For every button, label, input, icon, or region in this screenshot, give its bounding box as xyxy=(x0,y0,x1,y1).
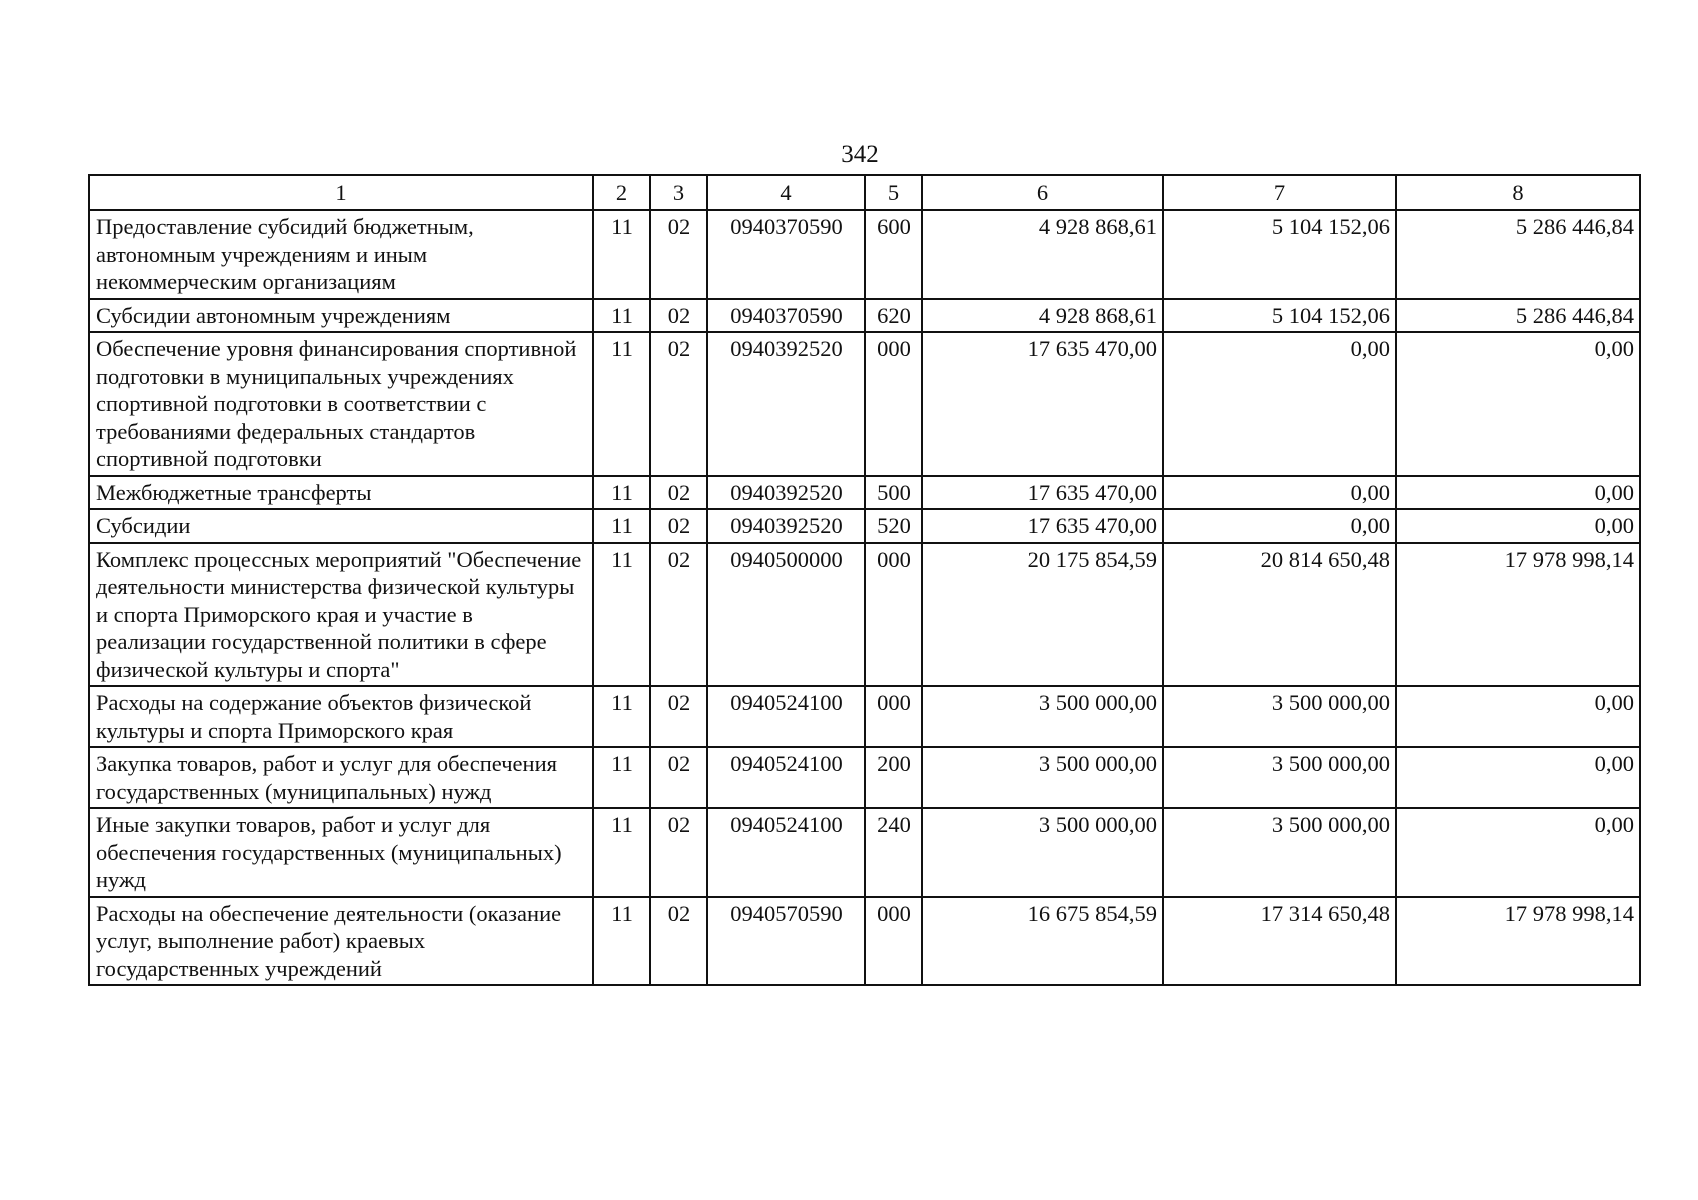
row-name: Расходы на содержание объектов физической культуры и спорта Приморского края xyxy=(89,686,593,747)
amount-col-6: 3 500 000,00 xyxy=(922,808,1163,897)
table-row xyxy=(89,897,1640,986)
column-header: 8 xyxy=(1396,175,1640,210)
table-row xyxy=(89,299,1640,333)
section-code: 11 xyxy=(593,897,650,986)
subsection-code: 02 xyxy=(650,543,707,687)
amount-col-8: 17 978 998,14 xyxy=(1396,897,1640,986)
expense-type-code: 000 xyxy=(865,543,922,687)
amount-col-7: 0,00 xyxy=(1163,476,1396,510)
row-name: Расходы на обеспечение деятельности (оказание услуг, выполнение работ) краевых государственных учреждений xyxy=(89,897,593,986)
section-code: 11 xyxy=(593,332,650,476)
target-article-code: 0940370590 xyxy=(707,210,865,299)
target-article-code: 0940524100 xyxy=(707,747,865,808)
section-code: 11 xyxy=(593,543,650,687)
table-header-row xyxy=(89,175,1640,210)
expense-type-code: 620 xyxy=(865,299,922,333)
table-row xyxy=(89,686,1640,747)
amount-col-6: 3 500 000,00 xyxy=(922,747,1163,808)
amount-col-8: 0,00 xyxy=(1396,476,1640,510)
column-header: 3 xyxy=(650,175,707,210)
target-article-code: 0940524100 xyxy=(707,686,865,747)
row-name: Предоставление субсидий бюджетным, автономным учреждениям и иным некоммерческим организациям xyxy=(89,210,593,299)
amount-col-6: 17 635 470,00 xyxy=(922,476,1163,510)
expense-type-code: 000 xyxy=(865,332,922,476)
expense-type-code: 500 xyxy=(865,476,922,510)
row-name: Субсидии xyxy=(89,509,593,543)
row-name: Иные закупки товаров, работ и услуг для обеспечения государственных (муниципальных) нужд xyxy=(89,808,593,897)
column-header: 1 xyxy=(89,175,593,210)
amount-col-6: 17 635 470,00 xyxy=(922,332,1163,476)
amount-col-6: 4 928 868,61 xyxy=(922,299,1163,333)
amount-col-6: 17 635 470,00 xyxy=(922,509,1163,543)
target-article-code: 0940370590 xyxy=(707,299,865,333)
table-row xyxy=(89,808,1640,897)
amount-col-7: 20 814 650,48 xyxy=(1163,543,1396,687)
target-article-code: 0940392520 xyxy=(707,332,865,476)
amount-col-7: 5 104 152,06 xyxy=(1163,210,1396,299)
subsection-code: 02 xyxy=(650,808,707,897)
section-code: 11 xyxy=(593,299,650,333)
expense-type-code: 200 xyxy=(865,747,922,808)
amount-col-6: 3 500 000,00 xyxy=(922,686,1163,747)
target-article-code: 0940524100 xyxy=(707,808,865,897)
subsection-code: 02 xyxy=(650,686,707,747)
budget-table xyxy=(88,174,1641,986)
row-name: Субсидии автономным учреждениям xyxy=(89,299,593,333)
target-article-code: 0940500000 xyxy=(707,543,865,687)
column-header: 7 xyxy=(1163,175,1396,210)
subsection-code: 02 xyxy=(650,509,707,543)
section-code: 11 xyxy=(593,210,650,299)
expense-type-code: 520 xyxy=(865,509,922,543)
column-header: 2 xyxy=(593,175,650,210)
amount-col-8: 0,00 xyxy=(1396,808,1640,897)
amount-col-7: 5 104 152,06 xyxy=(1163,299,1396,333)
column-header: 4 xyxy=(707,175,865,210)
amount-col-8: 0,00 xyxy=(1396,509,1640,543)
expense-type-code: 600 xyxy=(865,210,922,299)
amount-col-8: 5 286 446,84 xyxy=(1396,210,1640,299)
expense-type-code: 000 xyxy=(865,686,922,747)
expense-type-code: 000 xyxy=(865,897,922,986)
column-header: 5 xyxy=(865,175,922,210)
subsection-code: 02 xyxy=(650,210,707,299)
expense-type-code: 240 xyxy=(865,808,922,897)
page-number: 342 xyxy=(841,141,879,168)
amount-col-8: 0,00 xyxy=(1396,332,1640,476)
column-header: 6 xyxy=(922,175,1163,210)
section-code: 11 xyxy=(593,476,650,510)
amount-col-7: 3 500 000,00 xyxy=(1163,808,1396,897)
amount-col-7: 17 314 650,48 xyxy=(1163,897,1396,986)
subsection-code: 02 xyxy=(650,476,707,510)
subsection-code: 02 xyxy=(650,747,707,808)
row-name: Закупка товаров, работ и услуг для обеспечения государственных (муниципальных) нужд xyxy=(89,747,593,808)
subsection-code: 02 xyxy=(650,897,707,986)
amount-col-6: 20 175 854,59 xyxy=(922,543,1163,687)
table-row xyxy=(89,210,1640,299)
table-row xyxy=(89,747,1640,808)
amount-col-8: 0,00 xyxy=(1396,747,1640,808)
amount-col-8: 17 978 998,14 xyxy=(1396,543,1640,687)
target-article-code: 0940392520 xyxy=(707,476,865,510)
table-row xyxy=(89,509,1640,543)
subsection-code: 02 xyxy=(650,299,707,333)
amount-col-7: 0,00 xyxy=(1163,509,1396,543)
section-code: 11 xyxy=(593,686,650,747)
row-name: Межбюджетные трансферты xyxy=(89,476,593,510)
amount-col-7: 3 500 000,00 xyxy=(1163,686,1396,747)
row-name: Комплекс процессных мероприятий "Обеспечение деятельности министерства физической культуры и спорта Приморского края и участие в реализации государственной политики в сфере физической культуры и спорта" xyxy=(89,543,593,687)
amount-col-6: 4 928 868,61 xyxy=(922,210,1163,299)
amount-col-8: 0,00 xyxy=(1396,686,1640,747)
row-name: Обеспечение уровня финансирования спортивной подготовки в муниципальных учреждениях спортивной подготовки в соответствии с требованиями федеральных стандартов спортивной подготовки xyxy=(89,332,593,476)
table-row xyxy=(89,332,1640,476)
amount-col-6: 16 675 854,59 xyxy=(922,897,1163,986)
table-row xyxy=(89,476,1640,510)
subsection-code: 02 xyxy=(650,332,707,476)
amount-col-7: 3 500 000,00 xyxy=(1163,747,1396,808)
section-code: 11 xyxy=(593,747,650,808)
target-article-code: 0940570590 xyxy=(707,897,865,986)
section-code: 11 xyxy=(593,509,650,543)
amount-col-8: 5 286 446,84 xyxy=(1396,299,1640,333)
target-article-code: 0940392520 xyxy=(707,509,865,543)
table-row xyxy=(89,543,1640,687)
section-code: 11 xyxy=(593,808,650,897)
amount-col-7: 0,00 xyxy=(1163,332,1396,476)
